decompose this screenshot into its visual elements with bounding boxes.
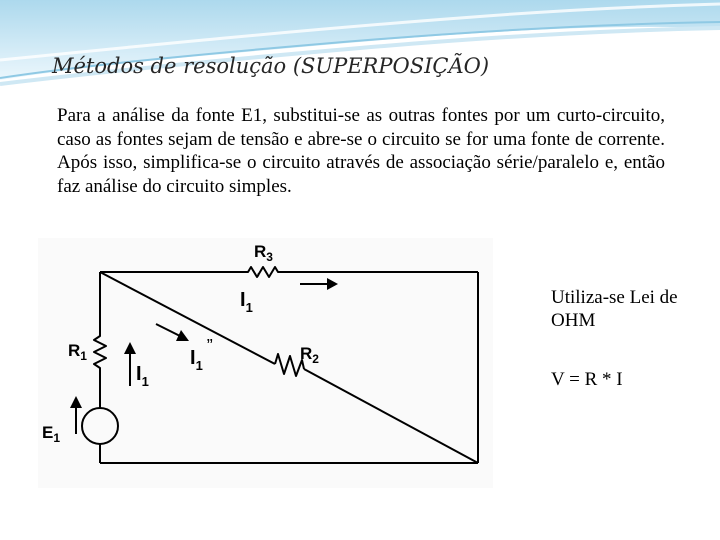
label-r3: $R_3$: [254, 242, 273, 264]
circuit-diagram: [38, 238, 493, 488]
label-e1: $E_1$: [42, 423, 61, 445]
side-note-ohm-law: Utiliza-se Lei de OHM: [551, 287, 678, 331]
slide-title: Métodos de resolução (SUPERPOSIÇÃO): [52, 54, 490, 78]
label-i1-double-prime: $I_1$”: [190, 336, 213, 373]
label-i1: $I_1$: [136, 363, 149, 389]
side-note-formula: V = R * I: [551, 369, 623, 390]
label-r2: $R_2$: [300, 344, 319, 366]
body-paragraph: Para a análise da fonte E1, substitui-se as outras fontes por um curto-circuito, caso as fontes sejam de tensão e abre-se o circuito se for uma fonte de corrente. Após isso, simplifica-se o circuito através de associação série/paralelo e, então faz análise do circuito simples.: [57, 105, 665, 197]
label-i1-prime: $I_1^’$: [240, 271, 261, 315]
label-r1: $R_1$: [68, 341, 87, 363]
